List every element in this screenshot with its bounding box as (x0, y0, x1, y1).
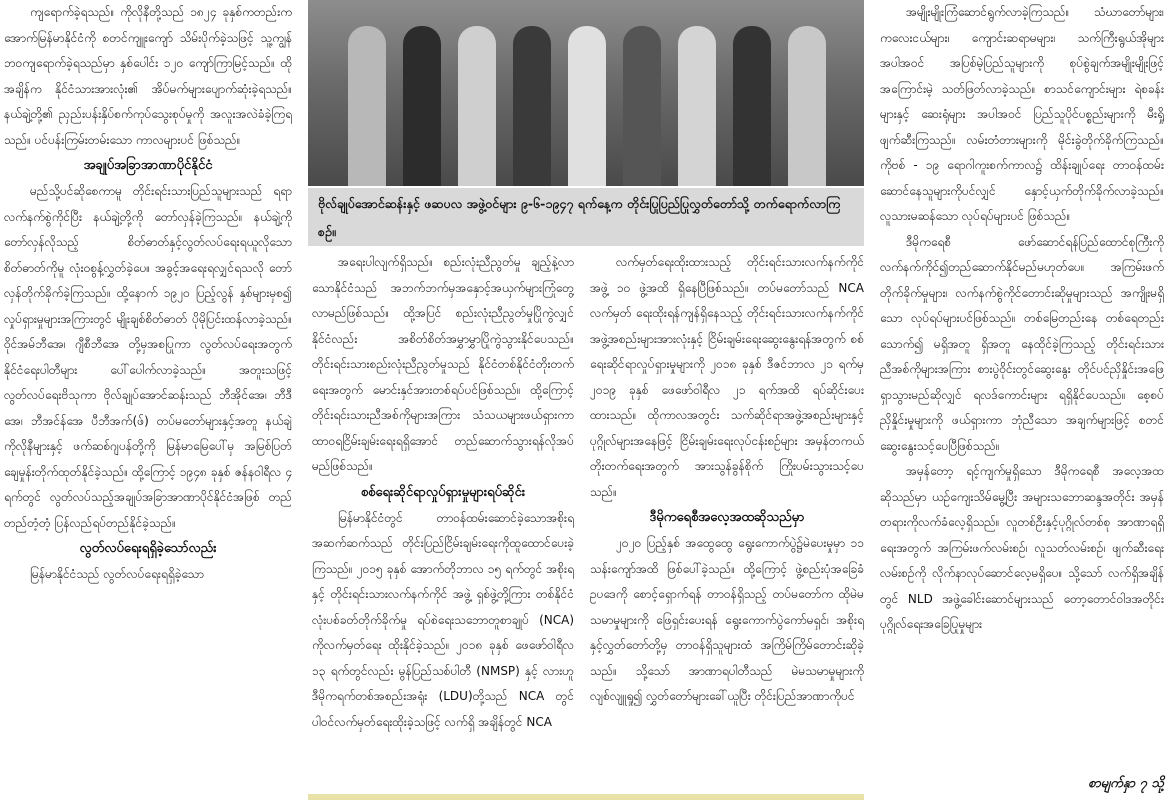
article-column-1 (4, 0, 292, 800)
paragraph: လက်မှတ်ရေးထိုးထားသည့် တိုင်းရင်းသားလက်နက်ကိုင်အဖွဲ့ ၁၀ ဖွဲ့အထိ ရှိနေပြီဖြစ်သည်။ တပ်မတော်သည် NCA လက်မှတ် ရေးထိုးရန်ကျန်ရှိနေသည့် တိုင်းရင်းသားလက်နက်ကိုင်အဖွဲ့အစည်းများအားလုံးနှင့် ငြိမ်းချမ်းရေးဆွေးနွေးရန်အတွက် စစ်ရေးဆိုင်ရာလှုပ်ရှားမှုများကို ၂၀၁၈ ခုနှစ် ဒီဇင်ဘာလ ၂၁ ရက်မှ ၂၀၁၉ ခုနှစ် ဖေဖော်ဝါရီလ ၂၁ ရက်အထိ ရပ်ဆိုင်းပေးထားသည်။ ထိုကာလအတွင်း သက်ဆိုင်ရာအဖွဲ့အစည်းများနှင့် ပုဂ္ဂိုလ်များအနေဖြင့် ငြိမ်းချမ်းရေးလုပ်ငန်းစဉ်များ အမှန်တကယ် တိုးတက်ရေးအတွက် အားသွန်ခွန်စိုက် ကြိုးပမ်းသွားသင့်ပေသည်။ (590, 255, 864, 499)
article-column-3 (590, 250, 864, 800)
paragraph: ကျရောက်ခဲ့ရသည်။ ကိုလိုနီတို့သည် ၁၈၂၄ ခုနှစ်ကတည်းက အောက်မြန်မာနိုင်ငံကို စတင်ကျူးကျော် သိမ်းပိုက်ခဲ့သဖြင့် သူ့ကျွန်ဘဝကျရောက်ခဲ့ရသည်မှာ နှစ်ပေါင်း ၁၂၀ ကျော်ကြာမြင့်သည်။ ထိုအချိန်က နိုင်ငံသားအားလုံး၏ အိပ်မက်များပျောက်ဆုံးခဲ့ရသည်။ နယ်ချဲ့တို့၏ ညှည်းပန်းနှိပ်စက်ကုပ်သွေးစုပ်မှုကို အလူးအလဲခံခဲ့ကြရသည်။ ပင်ပန်းကြမ်းတမ်းသော ကာလများပင် ဖြစ်သည်။ (4, 5, 292, 147)
photo-figure (678, 26, 716, 186)
photo-figure (513, 26, 551, 186)
article-column-2 (312, 250, 574, 800)
photo-figure (458, 26, 496, 186)
section-heading: ဒီမိုကရေစီအလေ့အထဆိုသည်မှာ (649, 510, 805, 525)
photo-caption: ဗိုလ်ချုပ်အောင်ဆန်းနှင့် ဖဆပလ အဖွဲ့ဝင်များ ၉-၆-၁၉၄၇ ရက်နေ့က တိုင်းပြုပြည်ပြုလွှတ်တော်သို့ တက်ရောက်လာကြစဉ်။ (308, 188, 864, 246)
article-column-4 (880, 0, 1164, 800)
section-heading: အချုပ်အခြာအာဏာပိုင်နိုင်ငံ (83, 158, 213, 173)
photo-figure (788, 26, 826, 186)
historical-photo (308, 0, 864, 186)
bottom-rule (308, 794, 864, 800)
photo-figure (733, 26, 771, 186)
paragraph: ဒီမိုကရေစီ ဖော်ဆောင်ရန်ပြည်ထောင်စုကြီးကို လက်နက်ကိုင်၍တည်ဆောက်နိုင်မည်မဟုတ်ပေ။ အကြမ်းဖက်တိုက်ခိုက်မှုများ၊ လက်နက်စွဲကိုင်တောင်းဆိုမှုများသည် အကျိုးမရှိသော လုပ်ရပ်များပင်ဖြစ်သည်။ တစ်မြေတည်းနေ တစ်ရေတည်းသောက်၍ မရှိအတူ ရှိအတူ နေထိုင်ခဲ့ကြသည့် တိုင်းရင်းသားညီအစ်ကိုများအကြား စားပွဲဝိုင်းတွင်ဆွေးနွေး တိုင်ပင်ညှိနှိုင်းအဖြေရှာသွားမည်ဆိုလျှင် ရလဒ်ကောင်းများ ရရှိနိုင်ပေသည်။ စေ့စပ်ညှိနှိုင်းမှုများကို ဖယ်ရှားကာ ဘုံညီသော အချက်များဖြင့် စတင်ဆွေးနွေးသင့်ပေပြီဖြစ်သည်။ (880, 234, 1164, 453)
section-heading: စစ်ရေးဆိုင်ရာလှုပ်ရှားမှုများရပ်ဆိုင်း (360, 484, 526, 500)
photo-figure (403, 26, 441, 186)
paragraph: ၂၀၂၀ ပြည့်နှစ် အထွေထွေ ရွေးကောက်ပွဲ၌မဲပေးမှုမှာ ၁၁ သန်းကျော်အထိ ဖြစ်ပေါ်ခဲ့သည်။ ထို့ကြောင့် ဖွဲ့စည်းပုံအခြေခံဥပဒေကို စောင့်ရှောက်ရန် တာဝန်ရှိသည့် တပ်မတော်က ထိုမဲမသမာမှုများကို ဖြေရှင်းပေးရန် ရွေးကောက်ပွဲကော်မရှင်၊ အစိုးရနှင့်လွှတ်တော်တို့မှ တာဝန်ရှိသူများထံ အကြိမ်ကြိမ်တောင်းဆိုခဲ့သည်။ သို့သော် အာဏာရပါတီသည် မဲမသမာမှုများကို လျစ်လျူရှု၍ လွှတ်တော်များခေါ်ယူပြီး တိုင်းပြည်အာဏာကိုပင် (590, 536, 864, 703)
section-heading: လွတ်လပ်ရေးရရှိခဲ့သော်လည်း (79, 541, 217, 556)
paragraph: မြန်မာနိုင်ငံတွင် တာဝန်ထမ်းဆောင်ခဲ့သောအစိုးရအဆက်ဆက်သည် တိုင်းပြည်ငြိမ်းချမ်းရေးကိုထူထောင်ပေးခဲ့ကြသည်။ ၂၀၁၅ ခုနှစ် အောက်တိုဘာလ ၁၅ ရက်တွင် အစိုးရနှင့် တိုင်းရင်းသားလက်နက်ကိုင် အဖွဲ့ ရှစ်ဖွဲ့တို့ကြား တစ်နိုင်ငံလုံးပစ်ခတ်တိုက်ခိုက်မှု ရပ်စဲရေးသဘောတူစာချုပ် (NCA) ကိုလက်မှတ်ရေး ထိုးနိုင်ခဲ့သည်။ ၂၀၁၈ ခုနှစ် ဖေဖော်ဝါရီလ ၁၃ ရက်တွင်လည်း မွန်ပြည်သစ်ပါတီ (NMSP) နှင့် လားဟူ ဒီမိုကရက်တစ်အစည်းအရုံး (LDU)တို့သည် NCA တွင် ပါဝင်လက်မှတ်ရေးထိုးခဲ့သဖြင့် လက်ရှိ အချိန်တွင် NCA (312, 510, 574, 729)
paragraph: မြန်မာနိုင်ငံသည် လွတ်လပ်ရေးရရှိခဲ့သော (30, 567, 204, 581)
paragraph: အမှန်တော့ ရင့်ကျက်မှုရှိသော ဒီမိုကရေစီ အလေ့အထဆိုသည်မှာ ယဉ်ကျေးသိမ်မွေ့ပြီး အများသဘောဆန္ဒအတိုင်း အမှန်တရားကိုလက်ခံလေ့ရှိသည်။ လူတစ်ဦးနှင့်ပုဂ္ဂိုလ်တစ်စု အာဏာရရှိရေးအတွက် အကြမ်းဖက်လမ်းစဉ်၊ လူသတ်လမ်းစဉ်၊ ဖျက်ဆီးရေးလမ်းစဉ်ကို လိုက်နာလုပ်ဆောင်လေ့မရှိပေ။ သို့သော် လက်ရှိအချိန်တွင် NLD အဖွဲ့ခေါင်းဆောင်များသည် တော့တောင်ဝါဒအတိုင်း ပုဂ္ဂိုလ်ရေးအခြေပြုမှုများ (880, 464, 1164, 631)
paragraph: အမျိုးမျိုးကြံဆောင်ရွက်လာခဲ့ကြသည်။ သံဃာတော်များ၊ ကလေးငယ်များ၊ ကျောင်းဆရာမများ၊ သက်ကြီးရွယ်အိုများ အပါအဝင် အပြစ်မဲ့ပြည်သူများကို စုပ်စွဲချက်အမျိုးမျိုးဖြင့် အကြောင်းမဲ့ သတ်ဖြတ်လာခဲ့သည်။ စာသင်ကျောင်းများ ရဲစခန်းများနှင့် ဆေးရုံများ အပါအဝင် ပြည်သူပိုင်ပစ္စည်းများကို မီးရှို့ဖျက်ဆီးကြသည်။ လမ်းတံတားများကို မိုင်းခွဲတိုက်ခိုက်ကြသည်။ ကိုဗစ် - ၁၉ ရောဂါကူးစက်ကာလ၌ ထိန်းချုပ်ရေး တာဝန်ထမ်းဆောင်နေသူများကိုပင်လျှင် နှောင့်ယှက်တိုက်ခိုက်လာခဲ့သည်။ လူသားမဆန်သော လုပ်ရပ်များပင် ဖြစ်သည်။ (880, 5, 1164, 223)
continued-on-page: စာမျက်နှာ ၇ သို့ (1082, 771, 1164, 797)
photo-figure (623, 26, 661, 186)
photo-figure (348, 26, 386, 186)
paragraph: မည်သို့ပင်ဆိုစေကာမူ တိုင်းရင်းသားပြည်သူများသည် ရရာလက်နက်စွဲကိုင်ပြီး နယ်ချဲ့တို့ကို တော်လှန်ခဲ့ကြသည်။ နယ်ချဲ့ကိုတော်လှန်လိုသည့် စိတ်ဓာတ်နှင့်လွတ်လပ်ရေးရယူလိုသော စိတ်ဓာတ်ကိုမူ လုံးဝစွန့်လွှတ်ခဲ့ပေ။ အခွင့်အရေးရလျှင်ရသလို တော်လှန်တိုက်ခိုက်ခဲ့ကြသည်။ ထို့နောက် ၁၉၂၀ ပြည့်လွန် နှစ်များမှစ၍ လှုပ်ရှားမှုများအကြားတွင် မျိုးချစ်စိတ်ဓာတ် ပိုမိုပြင်းထန်လာခဲ့သည်။ ဝိုင်အမ်ဘီအေ၊ ဂျီစီဘီအေ တို့မှအစပြုကာ လွတ်လပ်ရေးအတွက် နိုင်ငံရေးပါတီများ ပေါ်ပေါက်လာခဲ့သည်။ အတူးသဖြင့် လွတ်လပ်ရေးဗိသုကာ ဗိုလ်ချုပ်အောင်ဆန်းသည် ဘီအိုင်အေ၊ ဘီဒီအေ၊ ဘီအင်န်အေ ပီဘီအက်(ဖ်) တပ်မတော်များနှင့်အတူ နယ်ချဲ့ကိုလိုနီများနှင့် ဖက်ဆစ်ဂျပန်တို့ကို မြန်မာမြေပေါ်မှ အမြစ်ပြတ် ချေမှုန်းတိုက်ထုတ်နိုင်ခဲ့သည်။ ထို့ကြောင့် ၁၉၄၈ ခုနှစ် ဇန်နဝါရီလ ၄ ရက်တွင် လွတ်လပ်သည့်အချုပ်အခြာအာဏာပိုင်နိုင်ငံအဖြစ် တည်တည်တံ့တံ့ ပြန်လည်ရပ်တည်နိုင်ခဲ့သည်။ (4, 184, 292, 530)
paragraph: အရေးပါလျက်ရှိသည်။ စည်းလုံးညီညွတ်မှု ချည့်နဲ့လာသောနိုင်ငံသည် အဘက်ဘက်မှအနှောင့်အယှက်များကြုံတွေ့လာမည်ဖြစ်သည်။ ထို့အပြင် စည်းလုံးညီညွတ်မှုပြိုကွဲလျှင် နိုင်ငံလည်း အစိတ်စိတ်အမွှာမွှာပြိုကွဲသွားနိုင်ပေသည်။ တိုင်းရင်းသားစည်းလုံးညီညွတ်မှုသည် နိုင်ငံတစ်နိုင်ငံတိုးတက်ရေးအတွက် မောင်းနှင်အားတစ်ရပ်ပင်ဖြစ်သည်။ ထို့ကြောင့် တိုင်းရင်းသားညီအစ်ကိုများအကြား သံသယများဖယ်ရှားကာ ထာဝရငြိမ်းချမ်းရေးရရှိအောင် တည်ဆောက်သွားရန်လိုအပ်မည်ဖြစ်သည်။ (312, 255, 574, 473)
photo-figure (568, 26, 606, 186)
